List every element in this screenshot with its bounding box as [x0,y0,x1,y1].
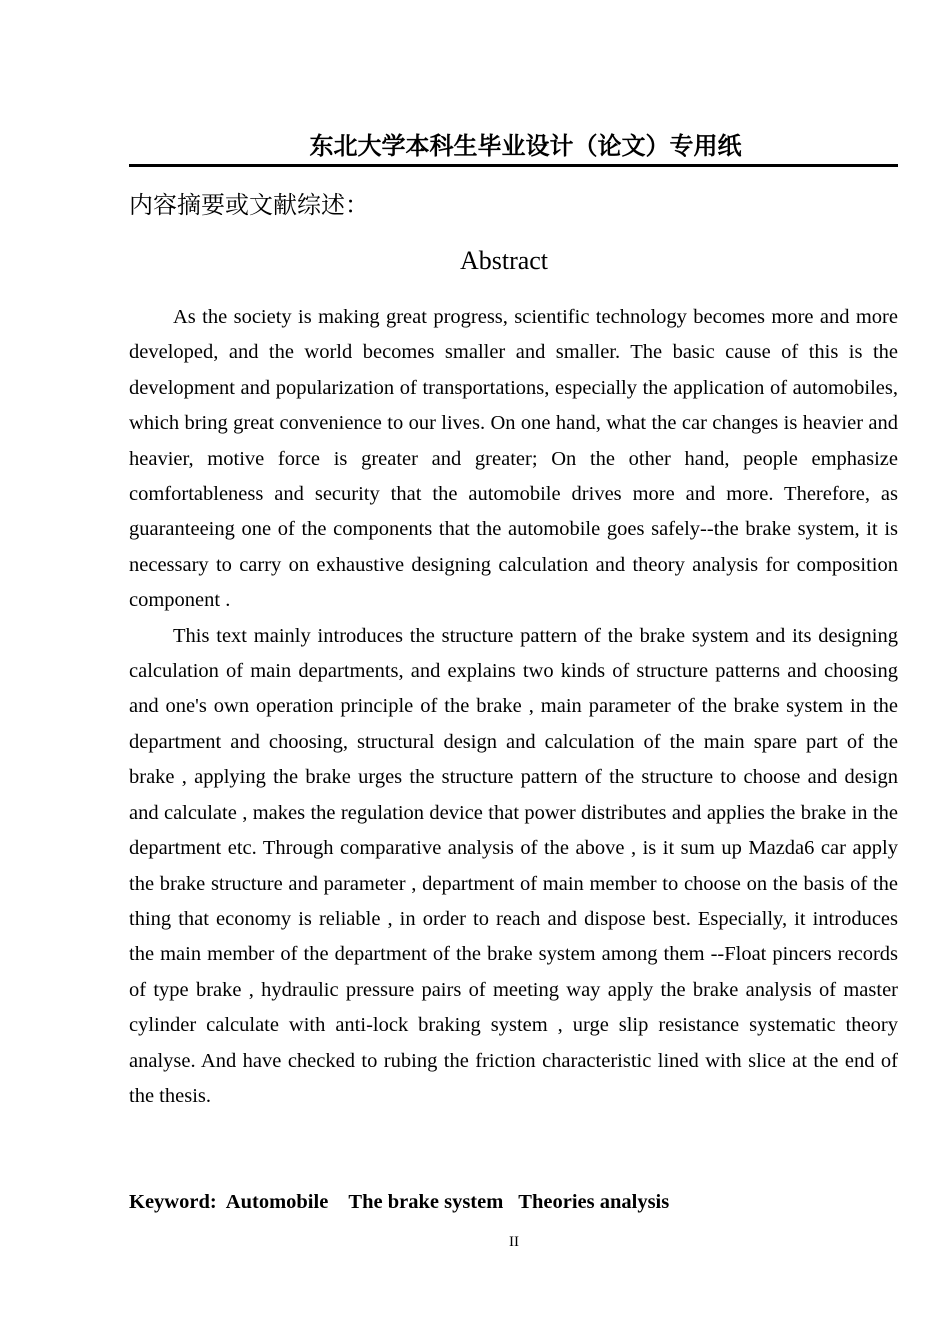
header-divider [129,164,898,167]
page-number: II [509,1234,519,1250]
section-label: 内容摘要或文献综述： [129,191,369,219]
keywords-line: Keyword: Automobile The brake system Theories analysis [129,1191,670,1213]
abstract-paragraph: As the society is making great progress, scientific technology becomes more and more developed, and the world becomes smaller and smaller. The basic cause of this is the development and popularization of transportations, especially the application of automobiles, which bring great convenience to our lives. On one hand, what the car changes is heavier and heavier, motive force is greater and greater; On the other hand, people emphasize comfortableness and security that the automobile drives more and more. Therefore, as guaranteeing one of the components that the automobile goes safely--the brake system, it is necessary to carry on exhaustive designing calculation and theory analysis for composition component . [129,306,898,612]
abstract-title: Abstract [459,246,549,275]
page-header-title: 东北大学本科生毕业设计（论文）专用纸 [309,131,742,160]
abstract-body [129,300,898,1114]
abstract-paragraph: This text mainly introduces the structure pattern of the brake system and its designing calculation of main departments, and explains two kinds of structure patterns and choosing and one's own operation principle of the brake , main parameter of the brake system in the department and choosing, structural design and calculation of the main spare part of the brake , applying the brake urges the structure pattern of the structure to choose and design and calculate , makes the regulation device that power distributes and applies the brake in the department etc. Through comparative analysis of the above , is it sum up Mazda6 car apply the brake structure and parameter , department of main member to choose on the basis of the thing that economy is reliable , in order to reach and dispose best. Especially, it introduces the main member of the department of the brake system among them --Float pincers records of type brake , hydraulic pressure pairs of meeting way apply the brake analysis of master cylinder calculate with anti-lock braking system , urge slip resistance systematic theory analyse. And have checked to rubing the friction characteristic lined with slice at the end of the thesis. [129,624,898,1107]
